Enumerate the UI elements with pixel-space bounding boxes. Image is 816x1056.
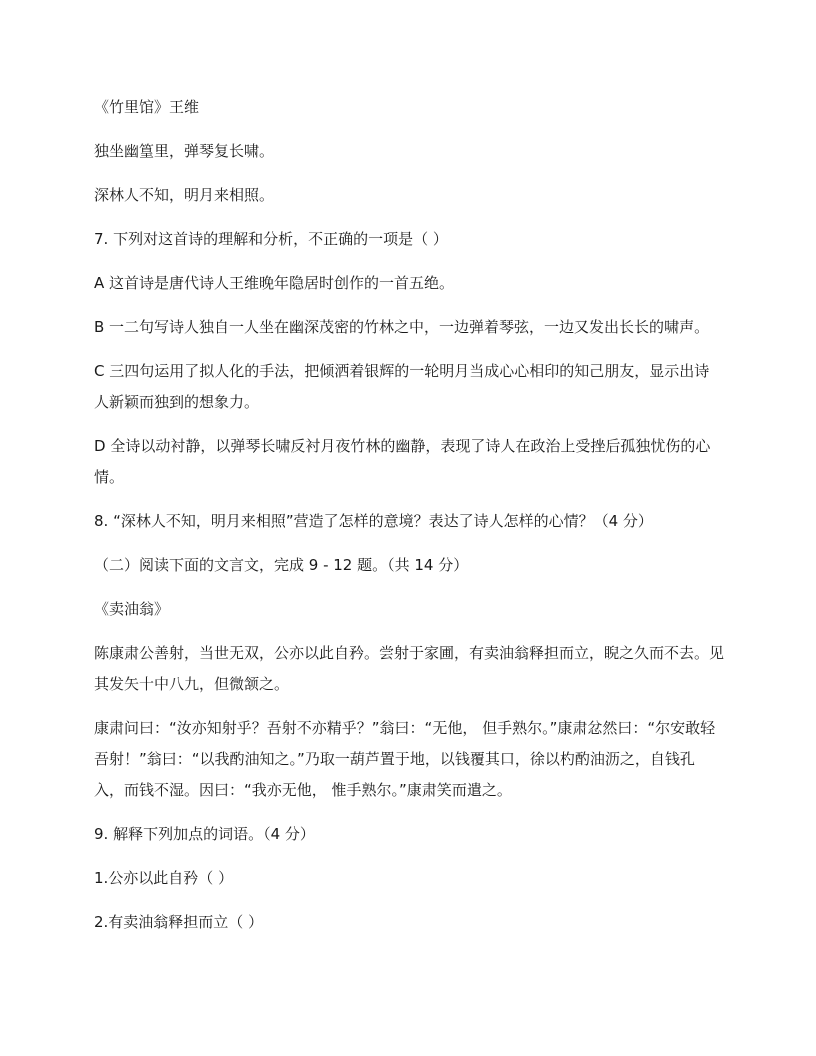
passage-paragraph-2: 康肃问曰：“汝亦知射乎？吾射不亦精乎？”翁曰：“无他， 但手熟尔。”康肃忿然曰：“尔安敢轻吾射！”翁曰：“以我酌油知之。”乃取一葫芦置于地，以钱覆其口，徐以杓酌油沥之，自钱孔入，而钱不湿。因曰：“我亦无他， 惟手熟尔。”康肃笑而遣之。 [94,719,716,799]
option-b: B 一二句写诗人独自一人坐在幽深茂密的竹林之中，一边弹着琴弦，一边又发出长长的啸声。 [94,318,710,336]
section-2-heading: （二）阅读下面的文言文，完成 9 - 12 题。（共 14 分） [94,556,469,574]
option-a: A 这首诗是唐代诗人王维晚年隐居时创作的一首五绝。 [94,274,455,292]
passage-title: 《卖油翁》 [94,600,170,618]
question-7: 7. 下列对这首诗的理解和分析，不正确的一项是（ ） [94,230,448,248]
passage-paragraph-1: 陈康肃公善射，当世无双，公亦以此自矜。尝射于家圃，有卖油翁释担而立，睨之久而不去。见其发矢十中八九，但微颔之。 [94,644,725,693]
poem-title: 《竹里馆》王维 [94,98,200,116]
question-8: 8. “深林人不知，明月来相照”营造了怎样的意境？表达了诗人怎样的心情？（4 分） [94,512,653,530]
option-c: C 三四句运用了拟人化的手法，把倾洒着银辉的一轮明月当成心心相印的知己朋友，显示出诗人新颖而独到的想象力。 [94,362,710,411]
question-9-item-2: 2.有卖油翁释担而立（ ） [94,913,264,931]
question-9: 9. 解释下列加点的词语。（4 分） [94,825,315,843]
document-body [94,92,724,951]
poem-line-1: 独坐幽篁里，弹琴复长啸。 [94,142,275,160]
question-9-item-1: 1.公亦以此自矜（ ） [94,869,234,887]
poem-line-2: 深林人不知，明月来相照。 [94,186,275,204]
option-d: D 全诗以动衬静，以弹琴长啸反衬月夜竹林的幽静，表现了诗人在政治上受挫后孤独忧伤的心情。 [94,437,711,486]
